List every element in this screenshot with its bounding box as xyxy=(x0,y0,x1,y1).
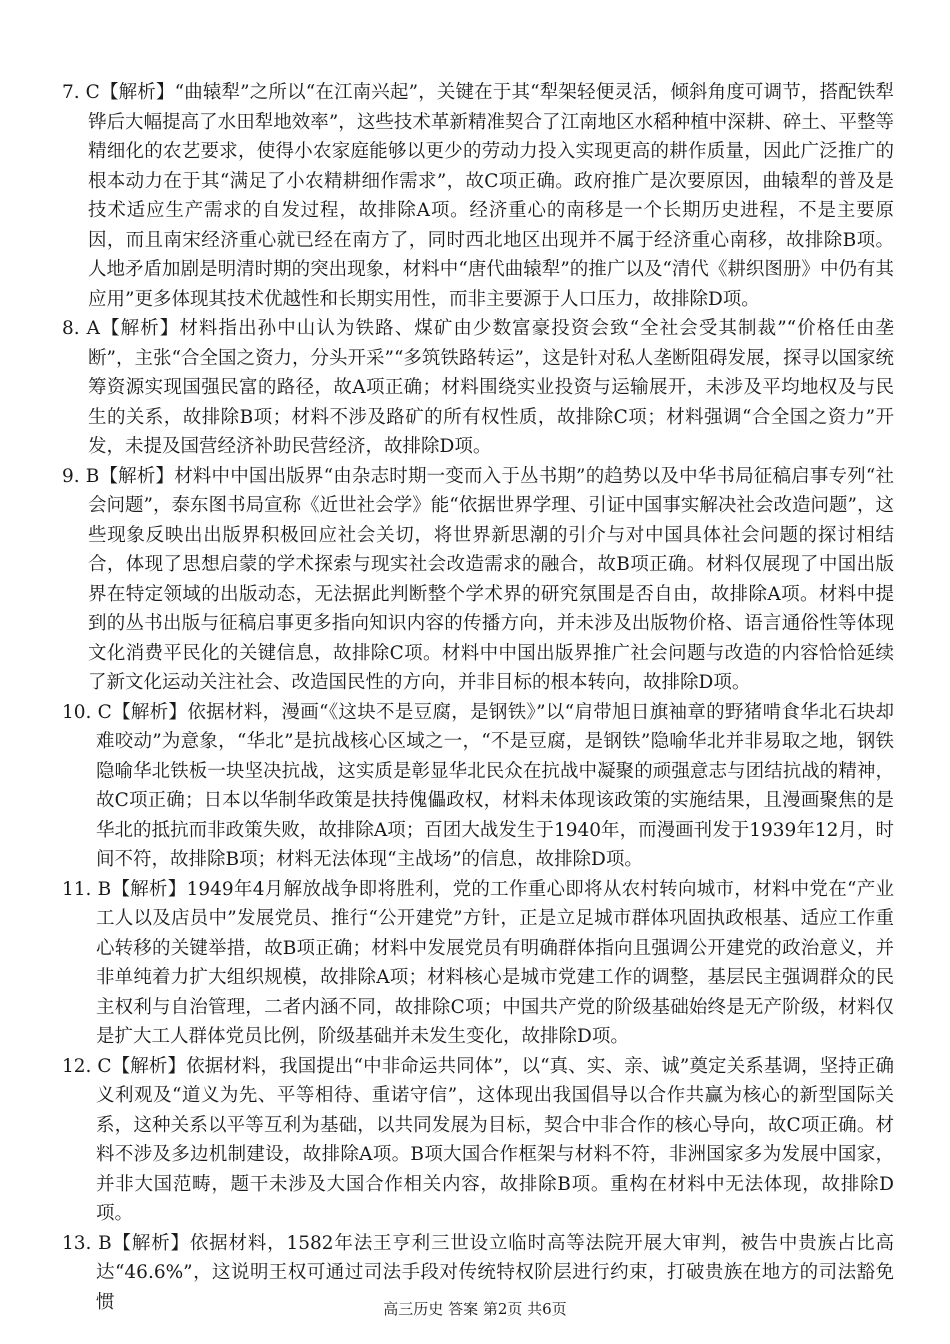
answer-item-12 xyxy=(62,1052,894,1229)
answer-item-7 xyxy=(62,78,894,314)
answer-item-9 xyxy=(62,462,894,698)
answer-text: 12. C【解析】依据材料，我国提出“中非命运共同体”，以“真、实、亲、诚”奠定关系基调，坚持正确义利观及“道义为先、平等相待、重诺守信”，这体现出我国倡导以合作共赢为核心的新型国际关系，这种关系以平等互利为基础，以共同发展为目标，契合中非合作的核心导向，故C项正确。材料不涉及多边机制建设，故排除A项。B项大国合作框架与材料不符，非洲国家多为发展中国家，并非大国范畴，题干未涉及大国合作相关内容，故排除B项。重构在材料中无法体现，故排除D项。 xyxy=(62,1055,894,1224)
answer-item-11 xyxy=(62,875,894,1052)
answer-text: 9. B【解析】材料中中国出版界“由杂志时期一变而入于丛书期”的趋势以及中华书局征稿启事专列“社会问题”，泰东图书局宣称《近世社会学》能“依据世界学理、引证中国事实解决社会改造问题”，这些现象反映出出版界积极回应社会关切，将世界新思潮的引介与对中国具体社会问题的探讨相结合，体现了思想启蒙的学术探索与现实社会改造需求的融合，故B项正确。材料仅展现了中国出版界在特定领域的出版动态，无法据此判断整个学术界的研究氛围是否自由，故排除A项。材料中提到的丛书出版与征稿启事更多指向知识内容的传播方向，并未涉及出版物价格、语言通俗性等体现文化消费平民化的关键信息，故排除C项。材料中中国出版界推广社会问题与改造的内容恰恰延续了新文化运动关注社会、改造国民性的方向，并非目标的根本转向，故排除D项。 xyxy=(62,465,894,693)
answer-list xyxy=(62,78,894,1317)
answer-text: 7. C【解析】“曲辕犁”之所以“在江南兴起”，关键在于其“犁架轻便灵活，倾斜角度可调节，搭配铁犁铧后大幅提高了水田犁地效率”，这些技术革新精准契合了江南地区水稻种植中深耕、碎土、平整等精细化的农艺要求，使得小农家庭能够以更少的劳动力投入实现更高的耕作质量，因此广泛推广的根本动力在于其“满足了小农精耕细作需求”，故C项正确。政府推广是次要原因，曲辕犁的普及是技术适应生产需求的自发过程，故排除A项。经济重心的南移是一个长期历史进程，不是主要原因，而且南宋经济重心就已经在南方了，同时西北地区出现并不属于经济重心南移，故排除B项。人地矛盾加剧是明清时期的突出现象，材料中“唐代曲辕犁”的推广以及“清代《耕织图册》中仍有其应用”更多体现其技术优越性和长期实用性，而非主要源于人口压力，故排除D项。 xyxy=(62,82,894,310)
page-footer: 高三历史 答案 第2页 共6页 xyxy=(383,1300,567,1318)
answer-text: 11. B【解析】1949年4月解放战争即将胜利，党的工作重心即将从农村转向城市，材料中党在“产业工人以及店员中”发展党员、推行“公开建党”方针，正是立足城市群体巩固执政根基、适应工作重心转移的关键举措，故B项正确；材料中发展党员有明确群体指向且强调公开建党的政治意义，并非单纯着力扩大组织规模，故排除A项；材料核心是城市党建工作的调整，基层民主强调群众的民主权利与自治管理，二者内涵不同，故排除C项；中国共产党的阶级基础始终是无产阶级，材料仅是扩大工人群体党员比例，阶级基础并未发生变化，故排除D项。 xyxy=(62,878,894,1047)
answer-item-8 xyxy=(62,314,894,462)
answer-text: 10. C【解析】依据材料，漫画“《这块不是豆腐，是钢铁》”以“肩带旭日旗袖章的野猪啃食华北石块却难咬动”为意象，“华北”是抗战核心区域之一，“不是豆腐，是钢铁”隐喻华北并非易取之地，钢铁隐喻华北铁板一块坚决抗战，这实质是彰显华北民众在抗战中凝聚的顽强意志与团结抗战的精神，故C项正确；日本以华制华政策是扶持傀儡政权，材料未体现该政策的实施结果，且漫画聚焦的是华北的抵抗而非政策失败，故排除A项；百团大战发生于1940年，而漫画刊发于1939年12月，时间不符，故排除B项；材料无法体现“主战场”的信息，故排除D项。 xyxy=(62,701,894,870)
answer-text: 8. A【解析】材料指出孙中山认为铁路、煤矿由少数富豪投资会致“全社会受其制裁”“价格任由垄断”，主张“合全国之资力，分头开采”“多筑铁路转运”，这是针对私人垄断阻碍发展，探寻以国家统筹资源实现国强民富的路径，故A项正确；材料围绕实业投资与运输展开，未涉及平均地权及与民生的关系，故排除B项；材料不涉及路矿的所有权性质，故排除C项；材料强调“合全国之资力”开发，未提及国营经济补助民营经济，故排除D项。 xyxy=(62,318,894,457)
answer-text: 13. B【解析】依据材料，1582年法王亨利三世设立临时高等法院开展大审判，被告中贵族占比高达“46.6%”，这说明王权可通过司法手段对传统特权阶层进行约束，打破贵族在地方的司法豁免惯 xyxy=(62,1232,894,1313)
answer-item-10 xyxy=(62,698,894,875)
